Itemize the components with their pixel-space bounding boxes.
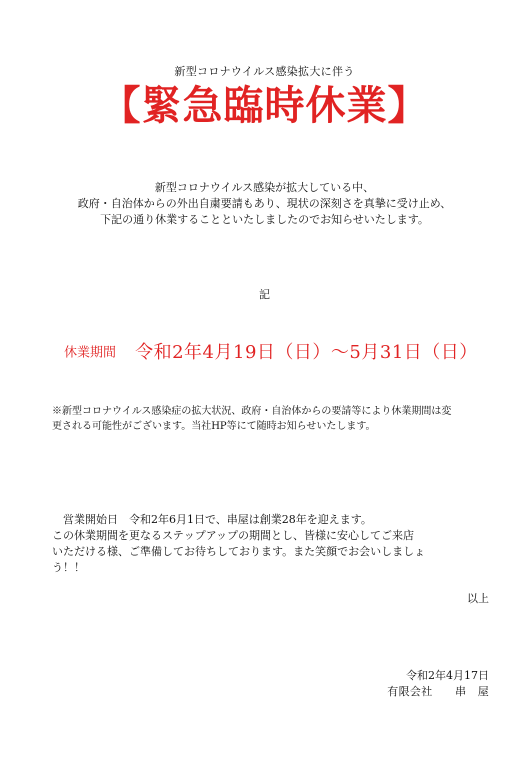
notice-subtitle: 新型コロナウイルス感染拡大に伴う [174, 65, 355, 78]
reopen-paragraph [52, 512, 492, 576]
footnote-line: ※新型コロナウイルス感染症の拡大状況、政府・自治体からの要請等により休業期間は変 [52, 406, 452, 417]
ki-marker: 記 [259, 288, 270, 301]
intro-line: 政府・自治体からの外出自粛要請もあり、現状の深刻さを真摯に受け止め、 [77, 197, 452, 210]
reopen-line: この休業期間を更なるステップアップの期間とし、皆様に安心してご来店 [52, 529, 415, 542]
period-label: 休業期間 [64, 345, 117, 361]
closing-mark: 以上 [467, 592, 489, 605]
reopen-line: いただける様、ご準備してお待ちしております。また笑顔でお会いしましょ [52, 545, 426, 558]
footnote-line: 更される可能性がございます。当社HP等にて随時お知らせいたします。 [52, 421, 376, 432]
reopen-line: 営業開始日 令和2年6月1日で、串屋は創業28年を迎えます。 [52, 513, 372, 526]
footnote [52, 404, 492, 434]
period-value: 令和2年4月19日（日）〜5月31日（日） [135, 342, 478, 363]
reopen-line: う！！ [52, 561, 85, 574]
company-name: 有限会社 串 屋 [387, 685, 489, 698]
intro-line: 新型コロナウイルス感染が拡大している中、 [154, 181, 375, 194]
notice-date: 令和2年4月17日 [406, 669, 489, 682]
notice-headline: 【緊急臨時休業】 [100, 82, 429, 129]
closure-period [64, 338, 478, 364]
intro-paragraph [0, 180, 529, 228]
intro-line: 下記の通り休業することといたしましたのでお知らせいたします。 [100, 213, 429, 226]
